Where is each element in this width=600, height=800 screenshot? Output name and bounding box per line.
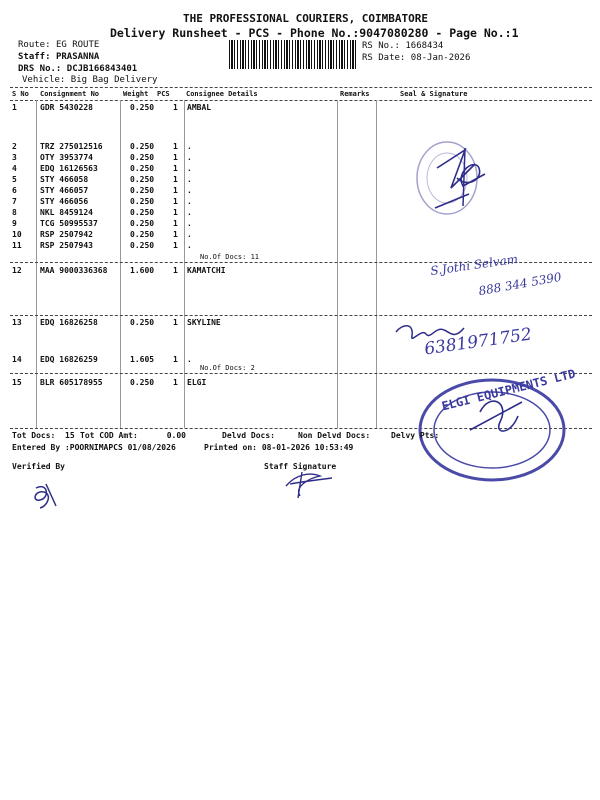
row-consignment-no: STY 466056 xyxy=(40,197,89,206)
row-consignment-no: STY 466057 xyxy=(40,186,89,195)
row-consignment-no: TCG 50995537 xyxy=(40,219,98,228)
delvy-pts: Delvy Pts: xyxy=(391,431,440,440)
tot-docs: Tot Docs: 15 xyxy=(12,431,75,440)
row-consignment-no: BLR 605178955 xyxy=(40,378,103,387)
row-pcs: 1 xyxy=(173,175,178,184)
staff-line: Staff: PRASANNA xyxy=(18,52,100,62)
row-pcs: 1 xyxy=(173,164,178,173)
row-sno: 1 xyxy=(12,103,17,112)
row-pcs: 1 xyxy=(173,355,178,364)
col-sno: S No xyxy=(12,90,29,98)
row-sno: 5 xyxy=(12,175,17,184)
row-consignee: KAMATCHI xyxy=(187,266,226,275)
round-stamp-signature xyxy=(405,128,525,238)
col-pcs: PCS xyxy=(157,90,170,98)
row-sno: 3 xyxy=(12,153,17,162)
row-pcs: 1 xyxy=(173,230,178,239)
row-pcs: 1 xyxy=(173,208,178,217)
delvd-docs: Delvd Docs: xyxy=(222,431,275,440)
vehicle-line: Vehicle: Big Bag Delivery xyxy=(22,75,158,85)
row-consignee: SKYLINE xyxy=(187,318,221,327)
row-sno: 13 xyxy=(12,318,22,327)
row-weight: 0.250 xyxy=(130,175,155,184)
company-name: THE PROFESSIONAL COURIERS, COIMBATORE xyxy=(183,12,429,25)
row-weight: 1.600 xyxy=(130,266,155,275)
row-consignee: . xyxy=(187,197,192,206)
row-sno: 6 xyxy=(12,186,17,195)
row-sno: 14 xyxy=(12,355,22,364)
sheet-title: Delivery Runsheet - PCS - Phone No.:9047080280 - Page No.:1 xyxy=(110,26,519,40)
row-consignment-no: MAA 9000336368 xyxy=(40,266,108,275)
row-weight: 1.605 xyxy=(130,355,155,364)
row-pcs: 1 xyxy=(173,197,178,206)
row-pcs: 1 xyxy=(173,186,178,195)
ambal-docs-note: No.Of Docs: 11 xyxy=(200,253,260,261)
row-weight: 0.250 xyxy=(130,219,155,228)
row-consignee: . xyxy=(187,208,192,217)
row-pcs: 1 xyxy=(173,103,178,112)
non-delvd-docs: Non Delvd Docs: xyxy=(298,431,371,440)
rs-date: RS Date: 08-Jan-2026 xyxy=(362,53,471,63)
kamatchi-receiver-name: S.Jothi Selvam xyxy=(429,251,519,279)
staff-signature-label: Staff Signature xyxy=(264,462,337,471)
row-pcs: 1 xyxy=(173,241,178,250)
row-weight: 0.250 xyxy=(130,230,155,239)
row-sno: 7 xyxy=(12,197,17,206)
row-consignment-no: NKL 8459124 xyxy=(40,208,93,217)
col-seal: Seal & Signature xyxy=(400,90,468,98)
row-consignment-no: EDQ 16826259 xyxy=(40,355,98,364)
row-weight: 0.250 xyxy=(130,164,155,173)
row-consignment-no: OTY 3953774 xyxy=(40,153,93,162)
row-consignment-no: RSP 2507943 xyxy=(40,241,93,250)
row-consignee: . xyxy=(187,142,192,151)
row-sno: 2 xyxy=(12,142,17,151)
row-sno: 15 xyxy=(12,378,22,387)
row-weight: 0.250 xyxy=(130,103,155,112)
row-weight: 0.250 xyxy=(130,186,155,195)
row-pcs: 1 xyxy=(173,318,178,327)
row-pcs: 1 xyxy=(173,142,178,151)
row-weight: 0.250 xyxy=(130,142,155,151)
verifier-signature xyxy=(28,478,68,512)
col-weight: Weight xyxy=(123,90,149,98)
row-consignee: . xyxy=(187,164,192,173)
row-sno: 12 xyxy=(12,266,22,275)
skyline-phone: 6381971752 xyxy=(423,324,534,360)
row-weight: 0.250 xyxy=(130,153,155,162)
elgi-stamp-text: ELGI EQUIPMENTS LTD xyxy=(440,366,577,414)
row-sno: 4 xyxy=(12,164,17,173)
row-consignee: . xyxy=(187,241,192,250)
row-consignee: . xyxy=(187,175,192,184)
row-consignment-no: GDR 5430228 xyxy=(40,103,93,112)
rs-no: RS No.: 1668434 xyxy=(362,41,444,51)
row-consignee: . xyxy=(187,186,192,195)
row-pcs: 1 xyxy=(173,378,178,387)
row-pcs: 1 xyxy=(173,219,178,228)
col-consignee: Consignee Details xyxy=(186,90,258,98)
row-pcs: 1 xyxy=(173,153,178,162)
row-sno: 11 xyxy=(12,241,22,250)
row-consignee: . xyxy=(187,219,192,228)
row-consignment-no: EDQ 16826258 xyxy=(40,318,98,327)
row-sno: 8 xyxy=(12,208,17,217)
drs-line: DRS No.: DCJB166843401 xyxy=(18,64,138,74)
row-consignment-no: EDQ 16126563 xyxy=(40,164,98,173)
row-consignee: . xyxy=(187,153,192,162)
col-remarks: Remarks xyxy=(340,90,370,98)
staff-signature xyxy=(280,466,340,502)
row-consignment-no: STY 466058 xyxy=(40,175,89,184)
row-weight: 0.250 xyxy=(130,197,155,206)
row-sno: 10 xyxy=(12,230,22,239)
barcode xyxy=(229,40,357,69)
route-line: Route: EG ROUTE xyxy=(18,40,100,50)
entered-by: Entered By :POORNIMAPCS 01/08/2026 xyxy=(12,443,176,452)
row-consignee: . xyxy=(187,355,192,364)
row-consignment-no: RSP 2507942 xyxy=(40,230,93,239)
row-consignee: . xyxy=(187,230,192,239)
tot-cod: Tot COD Amt: 0.00 xyxy=(80,431,186,440)
row-consignee: AMBAL xyxy=(187,103,212,112)
row-weight: 0.250 xyxy=(130,378,155,387)
row-sno: 9 xyxy=(12,219,17,228)
row-weight: 0.250 xyxy=(130,318,155,327)
row-consignment-no: TRZ 275012516 xyxy=(40,142,103,151)
row-pcs: 1 xyxy=(173,266,178,275)
row-weight: 0.250 xyxy=(130,208,155,217)
printed-on: Printed on: 08-01-2026 10:53:49 xyxy=(204,443,354,452)
row-weight: 0.250 xyxy=(130,241,155,250)
verified-by-label: Verified By xyxy=(12,462,65,471)
kamatchi-phone: 888 344 5390 xyxy=(477,269,563,299)
skyline-docs-note: No.Of Docs: 2 xyxy=(200,364,255,372)
row-consignee: ELGI xyxy=(187,378,207,387)
col-consignment: Consignment No xyxy=(40,90,100,98)
